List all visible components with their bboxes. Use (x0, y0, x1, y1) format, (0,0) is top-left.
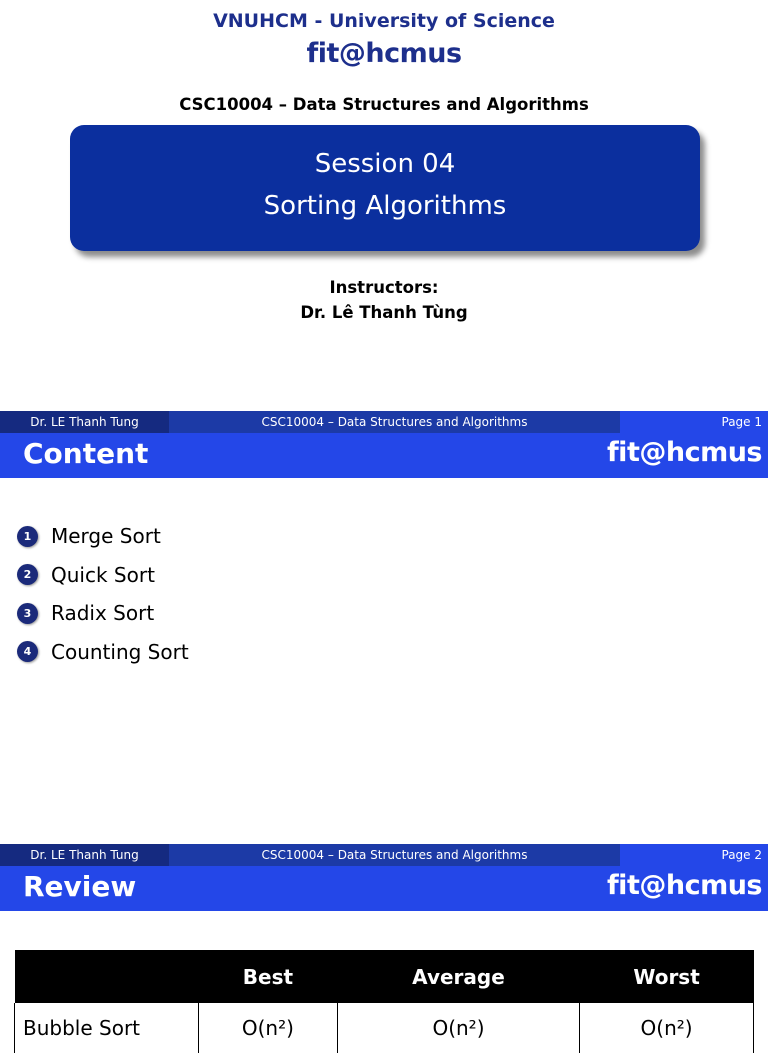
header-cell-worst: Worst (580, 950, 754, 1003)
complexity-table (14, 950, 754, 1053)
content-slide (0, 411, 768, 844)
table-row (15, 1003, 754, 1053)
brand-logo-text: fit@hcmus (306, 38, 462, 69)
course-title: CSC10004 – Data Structures and Algorithms (179, 95, 589, 114)
session-title-box (70, 125, 700, 251)
session-number: Session 04 (314, 149, 456, 179)
table-header-row (15, 950, 754, 1003)
slide-title: Content (23, 437, 149, 470)
instructor-name: Dr. Lê Thanh Tùng (300, 303, 468, 322)
review-slide (0, 844, 768, 1040)
cell-best: O(n²) (199, 1003, 338, 1053)
list-item-label: Merge Sort (51, 524, 161, 549)
session-topic: Sorting Algorithms (263, 191, 507, 221)
bar-page-number: Page 1 (620, 411, 768, 433)
list-item (17, 556, 189, 595)
bar-author: Dr. LE Thanh Tung (0, 844, 169, 866)
bar-course: CSC10004 – Data Structures and Algorithms (169, 411, 620, 433)
slide-header (0, 866, 768, 911)
bar-page-number: Page 2 (620, 844, 768, 866)
header-cell-empty (15, 950, 199, 1003)
slide-title: Review (23, 870, 137, 903)
row-algorithm-name: Bubble Sort (15, 1003, 199, 1053)
header-cell-best: Best (199, 950, 338, 1003)
list-item (17, 517, 189, 556)
list-item-label: Counting Sort (51, 639, 189, 664)
table-of-contents (17, 517, 189, 671)
number-badge: 2 (17, 564, 38, 585)
header-cell-average: Average (337, 950, 579, 1003)
slide-footer-bar (0, 411, 768, 433)
list-item-label: Quick Sort (51, 562, 155, 587)
cell-worst: O(n²) (580, 1003, 754, 1053)
number-badge: 3 (17, 603, 38, 624)
list-item-label: Radix Sort (51, 601, 155, 626)
list-item (17, 594, 189, 633)
list-item (17, 633, 189, 672)
instructors-label: Instructors: (329, 278, 439, 297)
slide-footer-bar (0, 844, 768, 866)
slide-header (0, 433, 768, 478)
bar-author: Dr. LE Thanh Tung (0, 411, 169, 433)
number-badge: 1 (17, 526, 38, 547)
title-slide (0, 0, 768, 411)
cell-average: O(n²) (337, 1003, 579, 1053)
header-brand: fit@hcmus (606, 437, 762, 468)
bar-course: CSC10004 – Data Structures and Algorithms (169, 844, 620, 866)
university-name: VNUHCM - University of Science (213, 10, 555, 32)
number-badge: 4 (17, 641, 38, 662)
header-brand: fit@hcmus (606, 870, 762, 901)
